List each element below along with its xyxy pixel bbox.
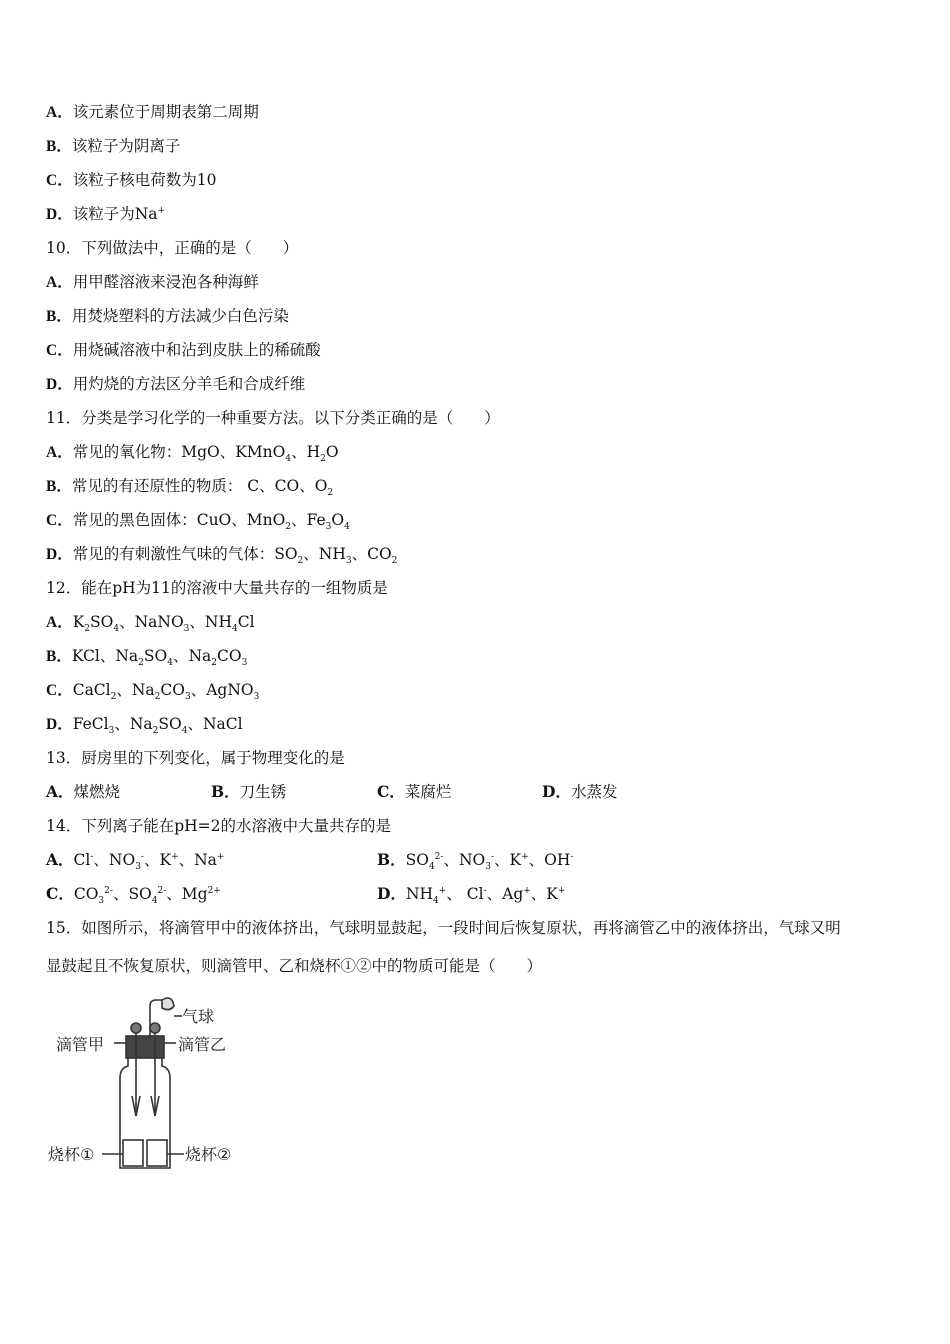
option-label: C．	[46, 512, 73, 529]
option-label: B．	[46, 648, 72, 665]
option-text: 该粒子为阴离子	[71, 137, 181, 155]
option-text: 常见的有刺激性气味的气体：SO	[72, 545, 298, 563]
q12-option-c: C．CaCl$_2$、$Na_2CO_3$、AgNO$_3$	[46, 681, 260, 703]
option-label: A．	[46, 782, 74, 801]
option-label: B．	[211, 782, 240, 801]
q9-option-d	[46, 204, 165, 225]
dropper-a-label: 滴管甲	[56, 1035, 105, 1054]
q14-stem: 14．下列离子能在pH=2的水溶液中大量共存的是	[46, 817, 392, 835]
option-label: D．	[46, 716, 73, 733]
option-label: A．	[46, 850, 74, 869]
option-label: D．	[46, 376, 73, 393]
option-label: B．	[46, 138, 72, 155]
option-text: 用焚烧塑料的方法减少白色污染	[71, 307, 289, 325]
q9-option-a	[46, 102, 259, 123]
option-label: C．	[46, 884, 74, 903]
q13-option-a	[46, 782, 120, 802]
q14-option-d: D．$NH_4^+$、 Cl-、Ag+、K+	[377, 884, 566, 907]
q10-stem: 10．下列做法中，正确的是（ ）	[46, 239, 299, 257]
q10-option-d	[46, 374, 305, 395]
superscript: +	[157, 205, 166, 216]
option-label: A．	[46, 614, 73, 631]
option-label: B．	[46, 478, 72, 495]
option-label: D．	[377, 884, 406, 903]
option-text: 用烧碱溶液中和沾到皮肤上的稀硫酸	[72, 341, 321, 359]
option-label: A．	[46, 444, 73, 461]
option-label: B．	[377, 850, 406, 869]
q10-option-a	[46, 272, 259, 293]
q9-option-b	[46, 136, 180, 157]
balloon	[162, 998, 174, 1010]
q9-option-c	[46, 170, 216, 191]
option-label: B．	[46, 308, 72, 325]
q11-option-c: C．常见的黑色固体：CuO、MnO$_2$、$Fe_3O_4$	[46, 511, 350, 533]
option-text: 常见的有还原性的物质： C、CO、O	[71, 477, 328, 495]
q10-option-c	[46, 340, 321, 361]
q11-option-b: B．常见的有还原性的物质： C、CO、$O_2$	[46, 477, 334, 499]
stopper	[126, 1036, 164, 1058]
q11-option-a: A．常见的氧化物：MgO、KMnO$_4$、$H_2O$	[46, 443, 339, 465]
option-text: 用灼烧的方法区分羊毛和合成纤维	[72, 375, 306, 393]
q14-option-b: B．$SO_4^{2-}$、$NO_3^-$、K+、OH-	[377, 850, 574, 873]
balloon-label: 气球	[182, 1007, 215, 1026]
apparatus-figure	[44, 996, 244, 1174]
option-text: 用甲醛溶液来浸泡各种海鲜	[72, 273, 259, 291]
option-text: 煤燃烧	[73, 783, 121, 801]
option-label: C．	[46, 682, 73, 699]
option-text: 该粒子为Na	[72, 205, 158, 223]
q13-option-b	[211, 782, 286, 802]
q15-stem-line1: 15．如图所示，将滴管甲中的液体挤出，气球明显鼓起，一段时间后恢复原状，再将滴管乙中的液体挤出，气球又明	[46, 919, 841, 937]
q14-option-c: C．$CO_3^{2-}$、$SO_4^{2-}$、$Mg^{2+}$	[46, 884, 221, 907]
option-text: 常见的氧化物：MgO、KMnO	[72, 443, 286, 461]
q12-option-d: D．FeCl$_3$、$Na_2SO_4$、NaCl	[46, 715, 243, 737]
option-label: C．	[46, 342, 73, 359]
option-text: 刀生锈	[239, 783, 287, 801]
beaker-2-label: 烧杯②	[185, 1145, 232, 1164]
q14-option-a: A．Cl-、$NO_3^-$、K+、Na+	[46, 850, 225, 873]
q12-stem: 12．能在pH为11的溶液中大量共存的一组物质是	[46, 579, 388, 597]
beaker-1	[123, 1140, 143, 1166]
balloon-tube	[150, 1000, 162, 1040]
q12-option-b: B．KCl、$Na_2SO_4$、$Na_2CO_3$	[46, 647, 248, 669]
q11-stem: 11．分类是学习化学的一种重要方法。以下分类正确的是（ ）	[46, 409, 500, 427]
beaker-1-label: 烧杯①	[48, 1145, 95, 1164]
q13-stem: 13．厨房里的下列变化，属于物理变化的是	[46, 749, 345, 767]
q15-stem-line2: 显鼓起且不恢复原状，则滴管甲、乙和烧杯①②中的物质可能是（ ）	[46, 957, 543, 975]
bottle	[120, 1058, 170, 1168]
option-text: 菜腐烂	[404, 783, 452, 801]
q13-option-c	[377, 782, 451, 802]
option-text: 该元素位于周期表第二周期	[72, 103, 259, 121]
option-label: D．	[46, 206, 73, 223]
option-text: 常见的黑色固体：CuO、MnO	[72, 511, 286, 529]
option-label: C．	[377, 782, 405, 801]
beaker-2	[147, 1140, 167, 1166]
q12-option-a: A．$K_2SO_4$、NaNO$_3$、$NH_4Cl$	[46, 613, 255, 635]
option-label: D．	[542, 782, 571, 801]
q13-option-d	[542, 782, 617, 802]
option-label: C．	[46, 172, 73, 189]
q11-option-d: D．常见的有刺激性气味的气体：$SO_2$、$NH_3$、$CO_2$	[46, 545, 398, 567]
dropper-a-bulb	[131, 1023, 141, 1033]
dropper-b-bulb	[150, 1023, 160, 1033]
option-label: A．	[46, 104, 73, 121]
dropper-b-label: 滴管乙	[178, 1035, 227, 1054]
option-text: 水蒸发	[570, 783, 618, 801]
option-text: 该粒子核电荷数为10	[72, 171, 217, 189]
option-label: A．	[46, 274, 73, 291]
q10-option-b	[46, 306, 289, 327]
option-label: D．	[46, 546, 73, 563]
